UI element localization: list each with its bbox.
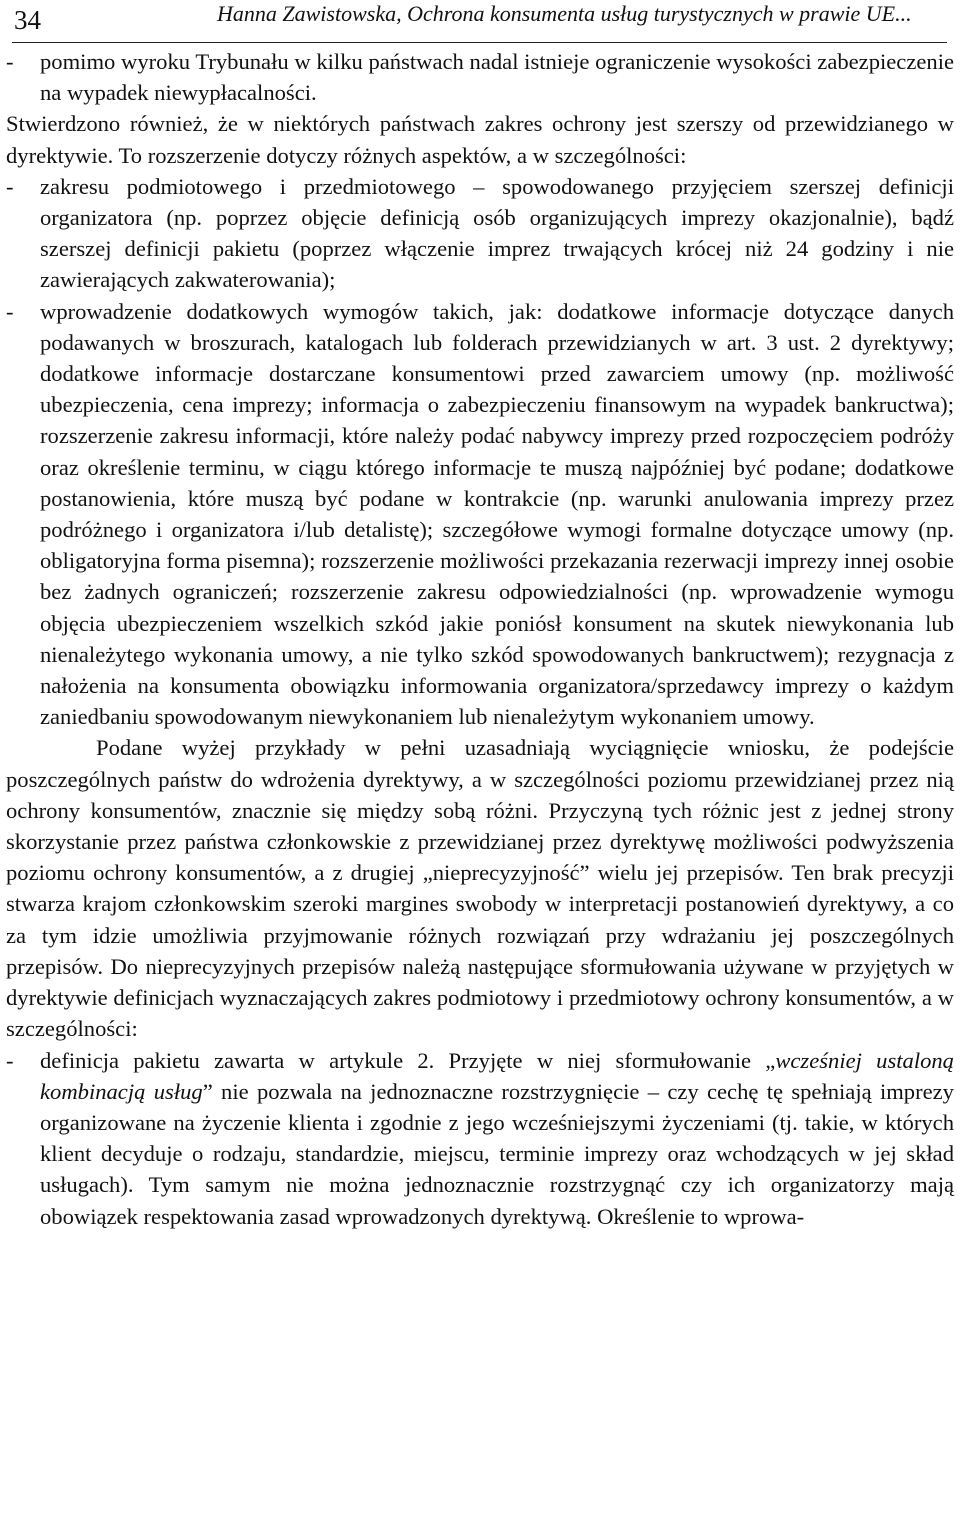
list-item-lead: definicja pakietu zawarta w artykule 2. Przyjęte w niej sformułowanie „ xyxy=(40,1047,776,1073)
page-header xyxy=(12,0,947,43)
list-dash: - xyxy=(6,49,14,74)
list-item xyxy=(6,1045,954,1232)
list-dash: - xyxy=(6,173,14,199)
list-item xyxy=(6,171,954,296)
paragraph: Podane wyżej przykłady w pełni uzasadniają wyciągnięcie wniosku, że podejście poszczególnych państw do wdrożenia dyrektywy, a w szczególności poziomu przewidzianej przez nią ochrony konsumentów, znacznie się między sobą różni. Przyczyną tych różnic jest z jednej strony skorzystanie przez państwa członkowskie z przewidzianej przez dyrektywę możliwości podwyższenia poziomu ochrony konsumentów, a z drugiej „nieprecyzyjność” wielu jej przepisów. Ten brak precyzji stwarza krajom członkowskim szeroki margines swobody w interpretacji postanowień dyrektywy, a co za tym idzie umożliwia przyjmowanie różnych rozwiązań przy wdrażaniu jej poszczególnych przepisów. Do nieprecyzyjnych przepisów należą następujące sformułowania używane w przyjętych w dyrektywie definicjach wyznaczających zakres podmiotowy i przedmiotowy ochrony konsumentów, a w szczególności: xyxy=(6,735,954,1042)
list-item-text xyxy=(40,1048,954,1229)
list-dash: - xyxy=(6,1047,14,1073)
italic-term: wcześniej ustaloną kombinacją usług xyxy=(40,1047,954,1104)
list-item-rest: ” nie pozwala na jednoznaczne rozstrzygnięcie – czy cechę tę spełniają imprezy organizowane na życzenie klienta i zgodnie z jego wcześniejszymi życzeniami (tj. takie, w których klient decyduje o rodzaju, standardzie, miejscu, terminie imprezy oraz wchodzących w jej skład usługach). Tym samym nie można jednoznacznie rozstrzygnąć czy ich organizatorzy mają obowiązek respektowania zasad wprowadzonych dyrektywą. Określenie to wprowa- xyxy=(40,1078,954,1229)
paragraph: Stwierdzono również, że w niektórych państwach zakres ochrony jest szerszy od przewidzianego w dyrektywie. To rozszerzenie dotyczy różnych aspektów, a w szczególności: xyxy=(6,111,954,168)
list-item-text: pomimo wyroku Trybunału w kilku państwach nadal istnieje ograniczenie wysokości zabezpieczenie na wypadek niewypłacalności. xyxy=(40,49,954,106)
list-item xyxy=(6,296,954,733)
list-item xyxy=(6,46,954,108)
running-title: Hanna Zawistowska, Ochrona konsumenta usług turystycznych w prawie UE... xyxy=(217,1,912,26)
list-dash: - xyxy=(6,298,14,324)
list-item-text: wprowadzenie dodatkowych wymogów takich, jak: dodatkowe informacje dotyczące danych podawanych w broszurach, katalogach lub folderach przewidzianych w art. 3 ust. 2 dyrektywy; dodatkowe informacje dostarczane konsumentowi przed zawarciem umowy (np. możliwość ubezpieczenia, cena imprezy; informacja o zabezpieczeniu finansowym na wypadek bankructwa); rozszerzenie zakresu informacji, które należy podać nabywcy imprezy przed rozpoczęciem podróży oraz określenie terminu, w ciągu którego informacje te muszą najpóźniej być podane; dodatkowe postanowienia, które muszą być podane w kontrakcie (np. warunki anulowania imprezy przez podróżnego i organizatora i/lub detalistę); szczegółowe wymogi formalne dotyczące umowy (np. obligatoryjna forma pisemna); rozszerzenie możliwości przekazania rezerwacji imprezy innej osobie bez żadnych ograniczeń; rozszerzenie zakresu odpowiedzialności (np. wprowadzenie wymogu objęcia ubezpieczeniem wszelkich szkód jakie poniósł konsument na skutek niewykonania lub nienależytego wykonania umowy, a nie tylko szkód spowodowanych bankructwem); rezygnacja z nałożenia na konsumenta obowiązku informowania organizatora/sprzedawcy imprezy o każdym zaniedbaniu spowodowanym niewykonaniem lub nienależytym wykonaniem umowy. xyxy=(40,298,954,730)
page-number: 34 xyxy=(14,5,41,35)
body-text xyxy=(6,46,954,1232)
list-item-text: zakresu podmiotowego i przedmiotowego – spowodowanego przyjęciem szerszej definicji organizatora (np. poprzez objęcie definicją osób organizujących imprezy okazjonalnie), bądź szerszej definicji pakietu (poprzez włączenie imprez trwających krócej niż 24 godziny i nie zawierających zakwaterowania); xyxy=(40,173,954,293)
